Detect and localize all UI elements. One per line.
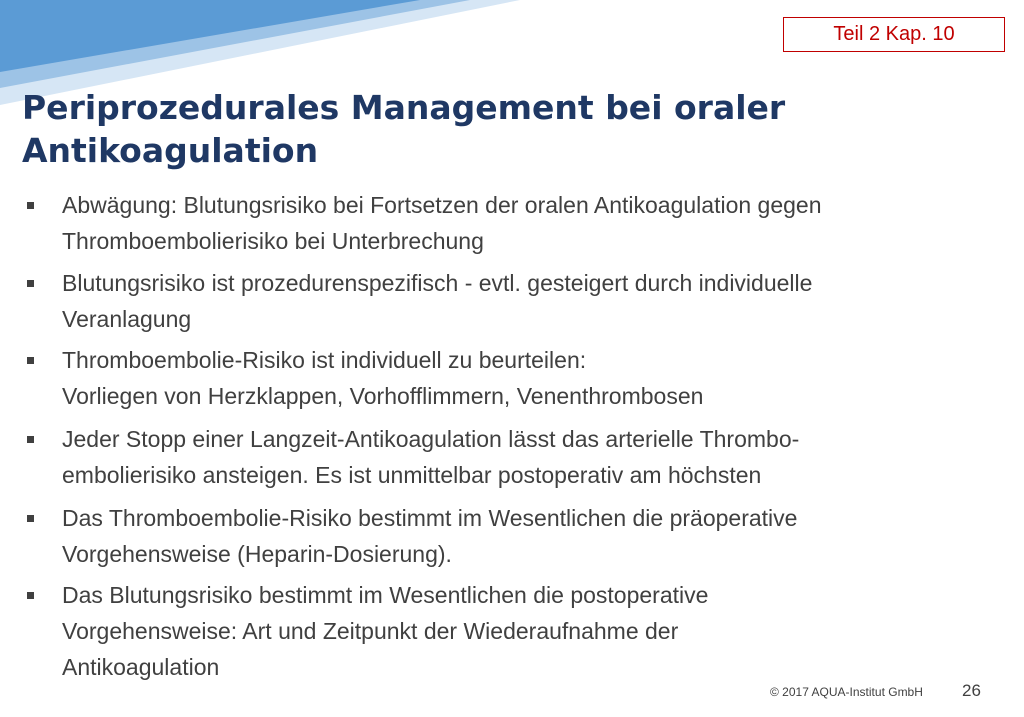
bullet-line: Veranlagung xyxy=(62,306,192,332)
bullet-text xyxy=(62,187,987,259)
bullet-text xyxy=(62,577,987,685)
bullet-line: Vorliegen von Herzklappen, Vorhofflimmern, Venenthrombosen xyxy=(62,383,704,409)
bullet-line: embolierisiko ansteigen. Es ist unmittelbar postoperativ am höchsten xyxy=(62,462,762,488)
copyright-footer: © 2017 AQUA-Institut GmbH xyxy=(770,685,923,699)
bullet-marker-icon xyxy=(27,515,34,522)
bullet-text xyxy=(62,421,987,493)
bullet-marker-icon xyxy=(27,202,34,209)
bullet-marker-icon xyxy=(27,592,34,599)
bullet-line: Thromboembolie-Risiko ist individuell zu beurteilen: xyxy=(62,347,587,373)
bullet-marker-icon xyxy=(27,280,34,287)
bullet-line: Thromboembolierisiko bei Unterbrechung xyxy=(62,228,484,254)
bullet-text xyxy=(62,265,987,337)
slide-title xyxy=(22,86,1002,172)
bullet-marker-icon xyxy=(27,357,34,364)
bullet-text xyxy=(62,342,987,414)
bullet-line: Vorgehensweise: Art und Zeitpunkt der Wiederaufnahme der xyxy=(62,618,679,644)
title-line: Periprozedurales Management bei oraler xyxy=(22,88,786,127)
page-number: 26 xyxy=(962,681,981,700)
chapter-tag: Teil 2 Kap. 10 xyxy=(783,17,1005,52)
bullet-marker-icon xyxy=(27,436,34,443)
bullet-line: Abwägung: Blutungsrisiko bei Fortsetzen der oralen Antikoagulation gegen xyxy=(62,192,822,218)
title-line: Antikoagulation xyxy=(22,131,319,170)
bullet-text xyxy=(62,500,987,572)
bullet-line: Antikoagulation xyxy=(62,654,220,680)
bullet-line: Jeder Stopp einer Langzeit-Antikoagulation lässt das arterielle Thrombo- xyxy=(62,426,800,452)
bullet-line: Das Blutungsrisiko bestimmt im Wesentlichen die postoperative xyxy=(62,582,709,608)
bullet-line: Das Thromboembolie-Risiko bestimmt im Wesentlichen die präoperative xyxy=(62,505,798,531)
bullet-line: Blutungsrisiko ist prozedurenspezifisch - evtl. gesteigert durch individuelle xyxy=(62,270,813,296)
bullet-line: Vorgehensweise (Heparin-Dosierung). xyxy=(62,541,452,567)
